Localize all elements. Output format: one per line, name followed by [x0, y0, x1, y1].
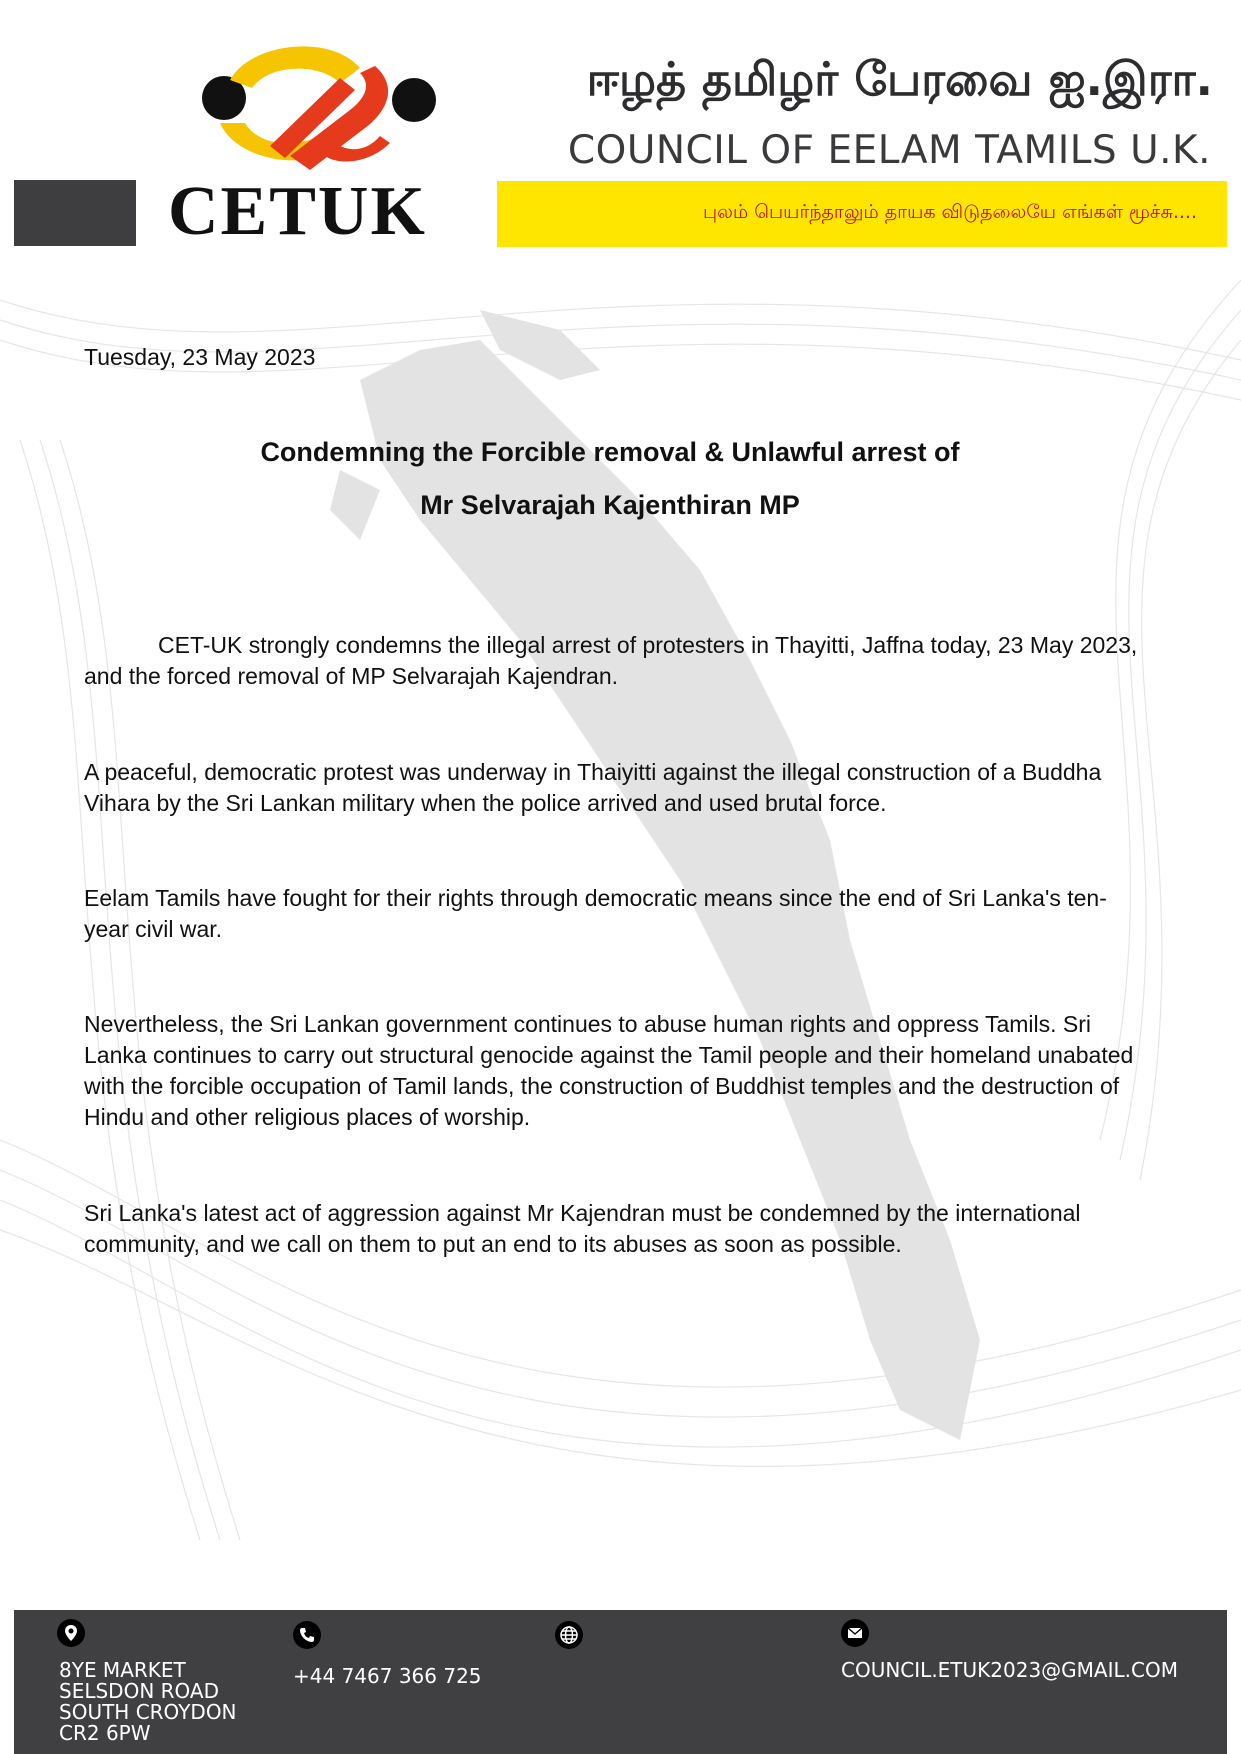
address-line-1: 8YE MARKET — [59, 1658, 186, 1682]
body-paragraph: Sri Lanka's latest act of aggression against Mr Kajendran must be condemned by the international community, and we call on them to put an end to its abuses as soon as possible. — [84, 1200, 1081, 1257]
tamil-tagline: புலம் பெயர்ந்தாலும் தாயக விடுதலையே எங்கள் மூச்சு.... — [702, 201, 1197, 223]
phone-icon — [292, 1620, 322, 1650]
logo-wordmark: CETUK — [168, 173, 427, 250]
footer-email[interactable]: COUNCIL.ETUK2023@GMAIL.COM — [841, 1658, 1178, 1682]
body-paragraph: A peaceful, democratic protest was underway in Thaiyitti against the illegal construction of a Buddha Vihara by the Sri Lankan military when the police arrived and used brutal force. — [84, 759, 1102, 816]
letter-date: Tuesday, 23 May 2023 — [84, 344, 316, 370]
body-paragraph: Nevertheless, the Sri Lankan government continues to abuse human rights and oppress Tamils. Sri Lanka continues to carry out structural genocide against the Tamil people and their homeland unabated with the forcible occupation of Tamil lands, the construction of Buddhist temples and the destruction of Hindu and other religious places of worship. — [84, 1011, 1134, 1130]
address-line-2: SELSDON ROAD — [59, 1679, 219, 1703]
english-organization-title: COUNCIL OF EELAM TAMILS U.K. — [567, 128, 1211, 173]
body-paragraph: Eelam Tamils have fought for their rights through democratic means since the end of Sri Lanka's ten-year civil war. — [84, 885, 1107, 942]
footer-address — [59, 1660, 237, 1744]
header-yellow-band — [497, 181, 1227, 247]
globe-icon — [554, 1620, 584, 1650]
address-line-3: SOUTH CROYDON — [59, 1700, 237, 1724]
location-pin-icon — [56, 1618, 86, 1648]
cetuk-logo-mark — [190, 38, 450, 178]
contact-footer — [14, 1610, 1227, 1754]
footer-phone[interactable]: +44 7467 366 725 — [293, 1664, 482, 1688]
mail-icon — [840, 1618, 870, 1648]
address-line-4: CR2 6PW — [59, 1721, 151, 1745]
logo-right-dot — [392, 78, 436, 122]
letter-title-line-2: Mr Selvarajah Kajenthiran MP — [420, 490, 800, 520]
header-gray-block — [14, 180, 136, 246]
tamil-organization-title: ஈழத் தமிழர் பேரவை ஐ.இரா. — [586, 52, 1213, 106]
letter-title-line-1: Condemning the Forcible removal & Unlawful arrest of — [260, 437, 960, 467]
body-paragraph: CET-UK strongly condemns the illegal arrest of protesters in Thayitti, Jaffna today, 23 May 2023, and the forced removal of MP Selvarajah Kajendran. — [84, 632, 1138, 689]
